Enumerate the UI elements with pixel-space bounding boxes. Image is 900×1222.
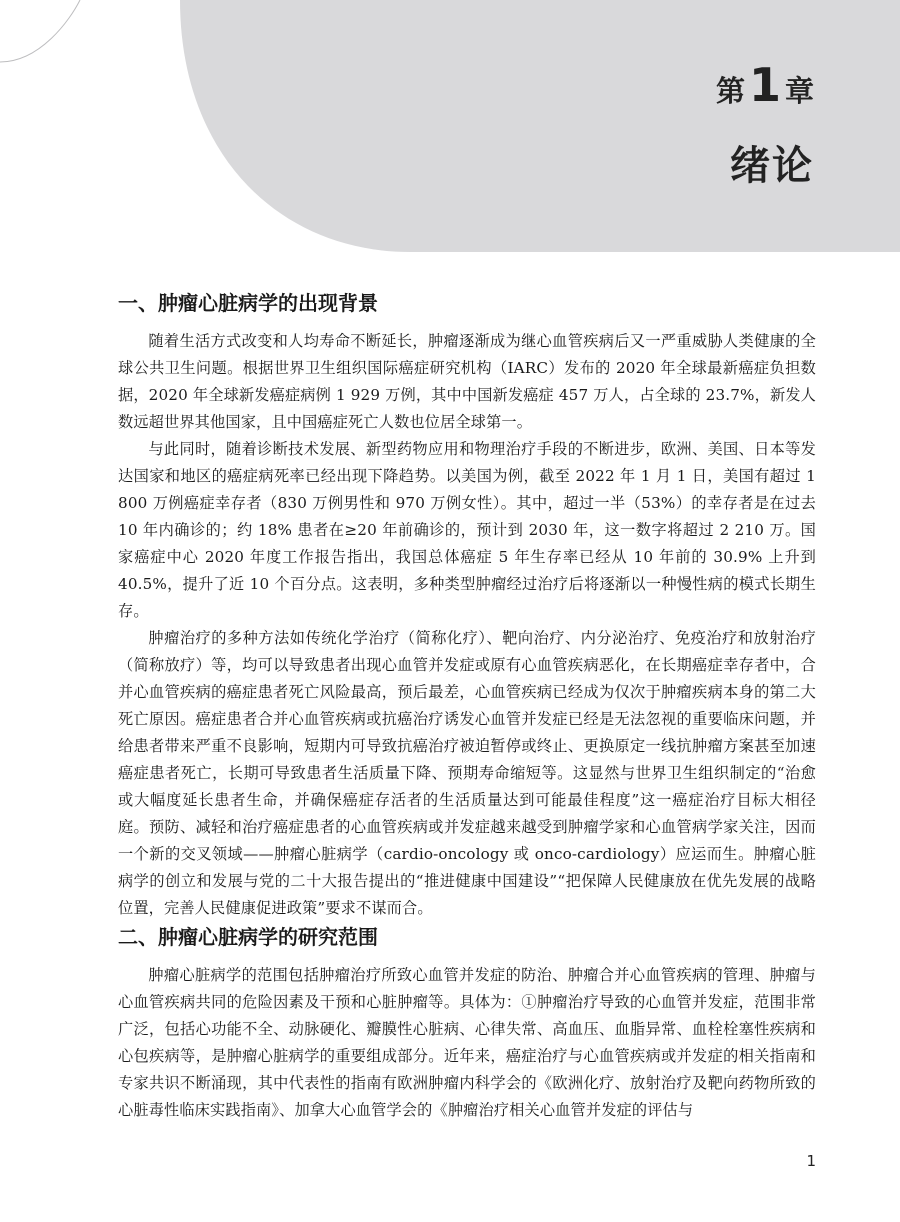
chapter-prefix: 第 xyxy=(715,74,745,108)
paragraph: 与此同时，随着诊断技术发展、新型药物应用和物理治疗手段的不断进步，欧洲、美国、日本等发达国家和地区的癌症病死率已经出现下降趋势。以美国为例，截至 2022 年 1 月 1 日，美国有超过 1 800 万例癌症幸存者（830 万例男性和 970 万例女性）。其中，超过一半（53%）的幸存者是在过去 10 年内确诊的；约 18% 患者在≥20 年前确诊的，预计到 2030 年，这一数字将超过 2 210 万。国家癌症中心 2020 年度工作报告指出，我国总体癌症 5 年生存率已经从 10 年前的 30.9% 上升到 40.5%，提升了近 10 个百分点。这表明，多种类型肿瘤经过治疗后将逐渐以一种慢性病的模式长期生存。 xyxy=(118,440,816,620)
page-number: 1 xyxy=(806,1152,816,1170)
section-heading-background: 一、肿瘤心脏病学的出现背景 xyxy=(118,291,378,315)
page-body xyxy=(118,288,816,1124)
chapter-suffix: 章 xyxy=(784,74,814,108)
chapter-header-background xyxy=(0,0,900,252)
paragraph: 随着生活方式改变和人均寿命不断延长，肿瘤逐渐成为继心血管疾病后又一严重威胁人类健康的全球公共卫生问题。根据世界卫生组织国际癌症研究机构（IARC）发布的 2020 年全球最新癌症负担数据，2020 年全球新发癌症病例 1 929 万例，其中中国新发癌症 457 万人，占全球的 23.7%，新发人数远超世界其他国家，且中国癌症死亡人数也位居全球第一。 xyxy=(118,332,816,431)
section-heading-scope: 二、肿瘤心脏病学的研究范围 xyxy=(118,925,378,949)
chapter-title: 绪论 xyxy=(730,143,814,189)
paragraph: 肿瘤治疗的多种方法如传统化学治疗（简称化疗）、靶向治疗、内分泌治疗、免疫治疗和放射治疗（简称放疗）等，均可以导致患者出现心血管并发症或原有心血管疾病恶化，在长期癌症幸存者中，合并心血管疾病的癌症患者死亡风险最高，预后最差，心血管疾病已经成为仅次于肿瘤疾病本身的第二大死亡原因。癌症患者合并心血管疾病或抗癌治疗诱发心血管并发症已经是无法忽视的重要临床问题，并给患者带来严重不良影响，短期内可导致抗癌治疗被迫暂停或终止、更换原定一线抗肿瘤方案甚至加速癌症患者死亡，长期可导致患者生活质量下降、预期寿命缩短等。这显然与世界卫生组织制定的“治愈或大幅度延长患者生命，并确保癌症存活者的生活质量达到可能最佳程度”这一癌症治疗目标大相径庭。预防、减轻和治疗癌症患者的心血管疾病或并发症越来越受到肿瘤学家和心血管病学家关注，因而一个新的交叉领域——肿瘤心脏病学（cardio-oncology 或 onco-cardiology）应运而生。肿瘤心脏病学的创立和发展与党的二十大报告提出的“推进健康中国建设”“把保障人民健康放在优先发展的战略位置，完善人民健康促进政策”要求不谋而合。 xyxy=(118,629,816,917)
chapter-label xyxy=(716,58,814,112)
paragraph: 肿瘤心脏病学的范围包括肿瘤治疗所致心血管并发症的防治、肿瘤合并心血管疾病的管理、肿瘤与心血管疾病共同的危险因素及干预和心脏肿瘤等。具体为：①肿瘤治疗导致的心血管并发症，范围非常广泛，包括心功能不全、动脉硬化、瓣膜性心脏病、心律失常、高血压、血脂异常、血栓栓塞性疾病和心包疾病等，是肿瘤心脏病学的重要组成部分。近年来，癌症治疗与心血管疾病或并发症的相关指南和专家共识不断涌现，其中代表性的指南有欧洲肿瘤内科学会的《欧洲化疗、放射治疗及靶向药物所致的心脏毒性临床实践指南》、加拿大心血管学会的《肿瘤治疗相关心血管并发症的评估与 xyxy=(118,966,816,1119)
chapter-number: 1 xyxy=(748,58,781,112)
